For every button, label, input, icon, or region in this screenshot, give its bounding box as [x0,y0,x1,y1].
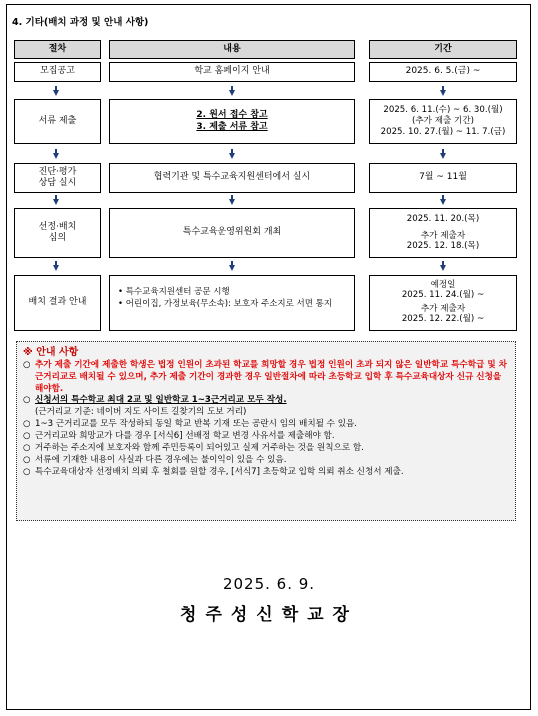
step-box-3: 진단·평가 상담 실시 [14,163,101,193]
arrow-down-icon [53,199,59,205]
content-bullet-list [118,286,332,311]
step-box-1: 모집공고 [14,62,101,82]
period-box-3: 7월 ~ 11월 [369,163,517,193]
arrow-down-icon [229,153,235,159]
content-box-2 [109,99,355,144]
step-box-5: 배치 결과 안내 [14,275,101,331]
arrow-down-icon [440,265,446,271]
notice-box [16,341,516,521]
notice-subnote: (근거리교 기준: 네이버 지도 사이트 길찾기의 도보 거리) [35,407,247,418]
arrow-down-icon [440,199,446,205]
notice-title: ※ 안내 사항 [23,347,79,358]
period-box-5: 예정일 2025. 11. 24.(월) ~ 추가 제출자 2025. 12. 22.(월) ~ [369,275,517,331]
content-box-3: 협력기관 및 특수교육지원센터에서 실시 [109,163,355,193]
arrow-down-icon [53,265,59,271]
school-signature: 청주성신학교장 [180,605,358,625]
notice-item: ○ 1~3 근거리교를 모두 작성하되 동일 학교 반복 기재 또는 공란시 임의 배치될 수 있음. [23,419,358,430]
arrow-down-icon [229,265,235,271]
period-box-1: 2025. 6. 5.(금) ~ [369,62,517,82]
arrow-down-icon [53,90,59,96]
arrow-down-icon [229,199,235,205]
period-box-4: 2025. 11. 20.(목) 추가 제출자 2025. 12. 18.(목) [369,208,517,258]
header-content: 내용 [109,40,355,59]
notice-item: ○ 신청서의 특수학교 최대 2교 및 일반학교 1~3근거리교 모두 작성. [23,395,287,406]
content-ref-2: 3. 제출 서류 참고 [196,121,268,132]
step-box-4: 선정·배치 심의 [14,208,101,258]
header-step: 절차 [14,40,101,59]
arrow-down-icon [53,153,59,159]
notice-item: ○ 근거리교와 희망교가 다를 경우 [서식6] 선배정 학교 변경 사유서를 제출해야 함. [23,430,335,441]
bullet-item-1: • 특수교육지원센터 공문 시행 [118,287,230,297]
section-title: 4. 기타(배치 과정 및 안내 사항) [12,17,149,28]
bullet-item-2: • 어린이집, 가정보육(무소속): 보호자 주소지로 서면 통지 [118,299,333,310]
notice-item: ○ 특수교육대상자 선정배치 의뢰 후 철회를 원할 경우, [서식7] 초등학교 입학 의뢰 취소 신청서 제출. [23,466,404,477]
issue-date: 2025. 6. 9. [222,575,316,593]
notice-item: ○ 거주하는 주소지에 보호자와 함께 주민등록이 되어있고 실제 거주하는 것을 원칙으로 함. [23,442,364,453]
arrow-down-icon [229,90,235,96]
step-box-2: 서류 제출 [14,99,101,144]
notice-item: ○ 서류에 기재한 내용이 사실과 다른 경우에는 불이익이 있을 수 있음. [23,454,287,465]
arrow-down-icon [440,153,446,159]
content-box-1: 학교 홈페이지 안내 [109,62,355,82]
content-box-4: 특수교육운영위원회 개최 [109,208,355,258]
content-ref-1: 2. 원서 접수 참고 [196,110,268,121]
period-box-2: 2025. 6. 11.(수) ~ 6. 30.(월) (추가 제출 기간) 2025. 10. 27.(월) ~ 11. 7.(금) [369,99,517,144]
header-period: 기간 [369,40,517,59]
notice-item: ○ 추가 제출 기간에 제출한 학생은 법정 인원이 초과된 학교를 희망할 경우 법정 인원이 초과 되지 않은 일반학교 특수학급 및 차근거리교로 배치될 수 있으며, 추가 제출 기간이 경과한 경우 일반절차에 따라 초등학교 입학 후 특수교육대상자 신규 신청을 해야함. [23,359,507,394]
arrow-down-icon [440,90,446,96]
